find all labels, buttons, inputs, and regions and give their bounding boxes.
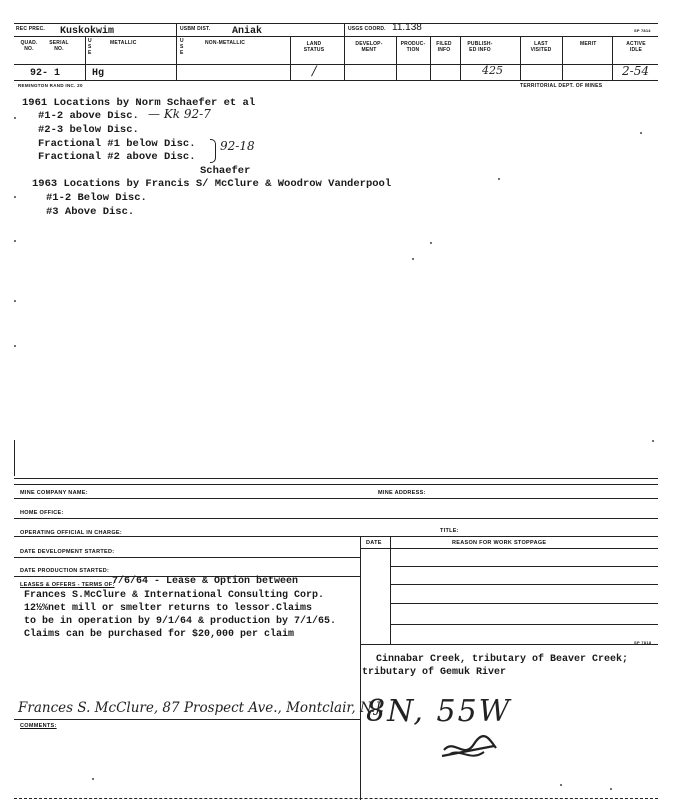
coord-handwriting: 8N, 55W (366, 694, 512, 729)
location-line-1: Cinnabar Creek, tributary of Beaver Creek; (376, 654, 629, 665)
col-sep-pub (460, 36, 461, 80)
bottom-border (14, 798, 658, 799)
reason-header-line (360, 548, 658, 549)
line-after-official (14, 536, 658, 537)
owner-handwriting: Frances S. McClure, 87 Prospect Ave., Montclair, N.J. (18, 700, 384, 716)
col-land-status: LAND STATUS (303, 41, 325, 53)
col-development: DEVELOP-MENT (355, 41, 383, 53)
col-sep-use1 (85, 36, 86, 80)
line-after-home (14, 518, 658, 519)
header-sep-1 (176, 23, 177, 80)
note-line-2-hand: — Kk 92-7 (148, 107, 211, 121)
scan-speck (610, 788, 612, 790)
record-quad-serial: 92- 1 (30, 68, 61, 79)
usbm-dist-label: USBM DIST. (180, 26, 211, 32)
col-serial-no: SERIAL NO. (49, 40, 69, 52)
col-quad-no: QUAD. NO. (20, 40, 38, 52)
note-line-9: #3 Above Disc. (46, 206, 135, 218)
reason-row-4 (390, 624, 658, 625)
scan-speck (92, 778, 94, 780)
reason-row-2 (390, 584, 658, 585)
scan-speck (640, 132, 642, 134)
col-filed-info: FILED INFO (436, 41, 452, 53)
record-published-info: 425 (482, 64, 503, 77)
col-merit: MERIT (580, 41, 597, 47)
scan-speck (14, 117, 16, 119)
note-line-2: #1-2 above Disc. (38, 110, 139, 122)
record-bottom (14, 80, 658, 81)
date-col-left (360, 536, 361, 800)
location-line-2: tributary of Gemuk River (362, 667, 507, 678)
col-sep-prod (396, 36, 397, 80)
note-line-7: 1963 Locations by Francis S/ McClure & Woodrow Vanderpool (32, 178, 392, 190)
home-office-label: HOME OFFICE: (20, 510, 64, 516)
line-after-dev (14, 557, 360, 558)
scan-speck (14, 240, 16, 242)
mine-address-label: MINE ADDRESS: (378, 490, 426, 496)
rec-prec-label: REC PREC. (16, 26, 46, 32)
header-sep-2 (344, 23, 345, 36)
col-use-metallic: U S E (88, 38, 92, 56)
lease-label: LEASES & OFFERS - TERMS OF: (20, 582, 115, 588)
footer-territorial: TERRITORIAL DEPT. OF MINES (520, 83, 603, 89)
note-line-4: Fractional #1 below Disc. (38, 138, 196, 150)
top-border (14, 23, 658, 24)
scan-speck (412, 258, 414, 260)
dev-started-label: DATE DEVELOPMENT STARTED: (20, 549, 115, 555)
usgs-coord-label: USGS COORD. (348, 26, 386, 32)
note-line-5: Fractional #2 above Disc. (38, 151, 196, 163)
mine-company-label: MINE COMPANY NAME: (20, 490, 88, 496)
section-top-2 (14, 484, 658, 485)
title-label: TITLE: (440, 528, 459, 534)
lease-line-5: Claims can be purchased for $20,000 per claim (24, 629, 295, 640)
col-sep-land (290, 36, 291, 80)
owner-underline (14, 719, 360, 720)
line-after-company (14, 498, 658, 499)
comments-label: COMMENTS: (20, 723, 57, 729)
date-col-header: DATE (366, 540, 382, 546)
note-line-3: #2-3 below Disc. (38, 124, 139, 136)
usgs-coord-value: 11.138 (392, 22, 422, 33)
record-active-idle: 2-54 (622, 64, 649, 78)
lease-line-3: 12½%net mill or smelter returns to lessor.Claims (24, 603, 313, 614)
reason-row-1 (390, 566, 658, 567)
scan-speck (652, 440, 654, 442)
rec-prec-value: Kuskokwim (60, 26, 115, 37)
official-label: OPERATING OFFICIAL IN CHARGE: (20, 530, 122, 536)
col-sep-active (612, 36, 613, 80)
bracket-hand: 92-18 (220, 139, 255, 153)
scan-speck (498, 178, 500, 180)
col-sep-merit (562, 36, 563, 80)
scan-speck (430, 242, 432, 244)
record-metallic: Hg (92, 68, 105, 79)
bracket-mark (210, 139, 216, 163)
left-margin-mark (14, 440, 15, 476)
col-last-visited: LAST VISITED (530, 41, 552, 53)
note-line-6-over: Schaefer (200, 165, 251, 177)
note-line-8: #1-2 Below Disc. (46, 192, 147, 204)
lease-line-4: to be in operation by 9/1/64 & production by 7/1/65. (24, 616, 337, 627)
prod-started-label: DATE PRODUCTION STARTED: (20, 568, 110, 574)
footer-remington: REMINGTON RAND INC. 20 (18, 83, 83, 88)
note-line-1: 1961 Locations by Norm Schaefer et al (22, 97, 256, 109)
col-use-nonmetallic: U S E (180, 38, 184, 56)
col-metallic: METALLIC (110, 40, 137, 46)
lease-line-1: 7/6/64 - Lease & Option between (112, 576, 299, 587)
col-sep-dev (344, 36, 345, 80)
section-top-1 (14, 478, 658, 479)
form-number: SP 7814 (634, 28, 651, 33)
col-active-idle: ACTIVE IDLE (626, 41, 646, 53)
lease-line-2: Frances S.McClure & International Consulting Corp. (24, 590, 325, 601)
reason-col-header: REASON FOR WORK STOPPAGE (452, 540, 547, 546)
col-published-info: PUBLISH-ED INFO (467, 41, 493, 53)
scan-speck (14, 345, 16, 347)
col-sep-filed (430, 36, 431, 80)
date-col-right (390, 536, 391, 644)
scan-speck (560, 784, 562, 786)
form-number-2: SP 7818 (634, 640, 652, 645)
col-nonmetallic: NON-METALLIC (205, 40, 246, 46)
col-sep-last (520, 36, 521, 80)
reason-row-3 (390, 603, 658, 604)
scribble-mark (440, 730, 500, 764)
reason-bottom (360, 644, 658, 645)
scan-speck (14, 300, 16, 302)
usbm-dist-value: Aniak (232, 26, 263, 37)
col-production: PRODUC-TION (400, 41, 426, 53)
record-land-status: / (312, 64, 317, 79)
scan-speck (14, 196, 16, 198)
